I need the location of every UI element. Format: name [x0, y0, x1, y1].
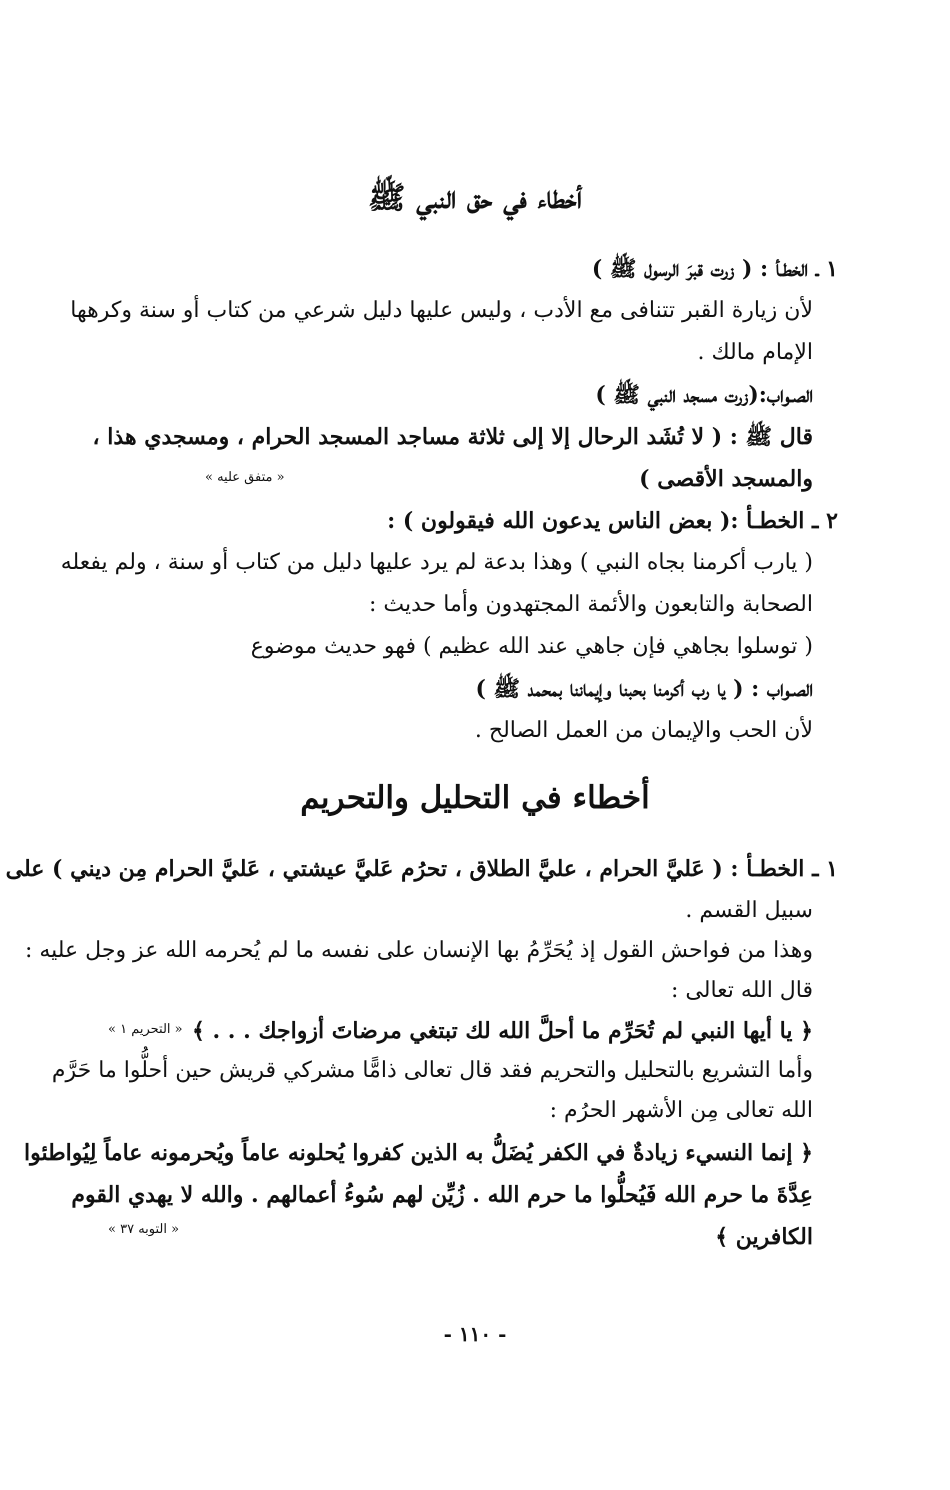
section2-error-heading: ١ ـ الخطـأ : ( عَليَّ الحرام ، عليَّ الطلاق ، تحرُم عَليَّ عيشتي ، عَليَّ الحرام مِن ديني ) على: [5, 856, 838, 882]
item1-error-heading: ١ ـ الخطـأ : ( زرت قبرَ الرسول ﷺ ): [591, 256, 838, 282]
item1-explanation-line2: الإمام مالك .: [697, 340, 813, 365]
section2-line2: وهذا من فواحش القول إذ يُحَرِّمُ بها الإنسان على نفسه ما لم يُحرمه الله عز وجل عليه :: [24, 938, 813, 963]
section-title-prophet: أخطاء في حق النبي ﷺ: [368, 180, 582, 216]
section2-ayah2-source: « التوبه ٣٧ »: [108, 1222, 180, 1237]
item2-explanation-line1: ( يارب أكرمنا بجاه النبي ) وهذا بدعة لم يرد عليها دليل من كتاب أو سنة ، ولم يفعله: [60, 550, 813, 575]
section-title-halal-haram: أخطاء في التحليل والتحريم: [300, 780, 650, 816]
item2-correct-form: الصـواب : ( يا رب أكرمنا بحبنا وإيماننا بمحمد ﷺ ): [475, 676, 813, 702]
item1-correct-form: الصـواب:(زرت مسجد النبي ﷺ ): [595, 382, 813, 408]
section2-ayah1: ﴿ يا أيها النبي لم تُحَرِّم ما أحلَّ الله لك تبتغي مرضاتَ أزواجك . . . ﴾: [191, 1018, 813, 1044]
item2-error-heading: ٢ ـ الخطـأ :( بعض الناس يدعون الله فيقولون ) :: [387, 508, 838, 534]
item2-explanation-line2: الصحابة والتابعون والأئمة المجتهدون وأما حديث :: [369, 592, 813, 617]
section2-line4: وأما التشريع بالتحليل والتحريم فقد قال تعالى ذامًّا مشركي قريش حين أحلُّوا ما حَرَّم: [51, 1058, 813, 1083]
section2-ayah2-line3: الكافرين ﴾: [715, 1224, 813, 1250]
page-number: - ١١٠ -: [443, 1322, 507, 1346]
section2-line1: سبيل القسم .: [685, 898, 813, 923]
section2-ayah2-line1: ﴿ إنما النسيء زيادةٌ في الكفر يُضَلُّ به الذين كفروا يُحلونه عاماً ويُحرمونه عاماً لِيُواطئوا: [23, 1140, 813, 1166]
item1-explanation-line1: لأن زيارة القبر تتنافى مع الأدب ، وليس عليها دليل شرعي من كتاب أو سنة وكرهها: [70, 298, 813, 323]
item1-hadith-source: « متفق عليه »: [205, 470, 285, 485]
section2-line5: الله تعالى مِن الأشهر الحرُم :: [549, 1098, 813, 1123]
section2-line3: قال الله تعالى :: [671, 978, 813, 1003]
item1-hadith-line1: قال ﷺ : ( لا تُشَد الرحال إلا إلى ثلاثة مساجد المسجد الحرام ، ومسجدي هذا ،: [92, 424, 813, 450]
section2-ayah2-line2: عِدَّةَ ما حرم الله فَيُحلُّوا ما حرم الله . زُيِّن لهم سُوءُ أعمالهم . والله لا يهدي القوم: [71, 1182, 813, 1208]
item2-explanation-line3: لأن الحب والإيمان من العمل الصالح .: [474, 718, 813, 743]
item2-fabricated-hadith: ( توسلوا بجاهي فإن جاهي عند الله عظيم ) فهو حديث موضوع: [250, 634, 813, 659]
section2-ayah1-source: « التحريم ١ »: [108, 1022, 183, 1037]
item1-hadith-line2: والمسجد الأقصى ): [639, 466, 813, 492]
